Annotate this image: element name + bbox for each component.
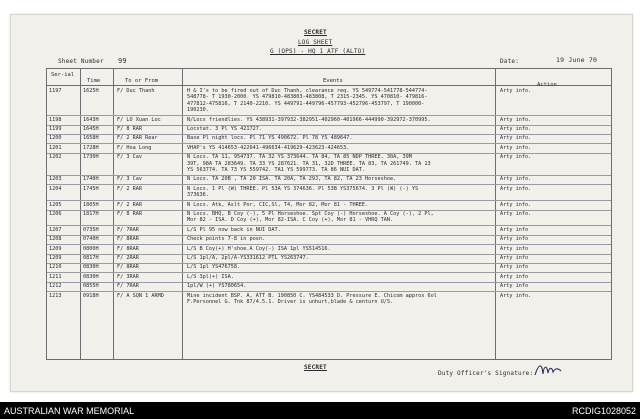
- header-rule: [47, 85, 611, 86]
- reference-number: RCDIG1028052: [571, 406, 636, 416]
- col-divider: [80, 69, 81, 359]
- entry-time: 1805H: [83, 201, 99, 208]
- date-value: 19 June 70: [556, 56, 598, 64]
- entry-to-from: F/ 2 RAR Rear: [117, 135, 158, 142]
- entry-time: 0830H: [83, 264, 99, 271]
- entry-to-from: F/ 8RAR: [117, 264, 139, 271]
- entry-serial: 1204: [49, 185, 62, 192]
- event-text-line: L/S Pl 95 now back in NUI DAT.: [187, 226, 281, 233]
- entry-events: [187, 145, 493, 151]
- sheet-number-label: Sheet Number: [58, 58, 104, 65]
- entry-action: Arty info.: [500, 176, 532, 183]
- col-divider: [182, 69, 183, 359]
- entry-to-from: F/ 2 RAR: [117, 201, 142, 208]
- event-text-line: Mor 82 - ISA. D Coy (+), Mor 82-ISA. C Coy (+), Mor 81 - VHRQ TAN.: [187, 217, 394, 224]
- col-divider: [113, 69, 114, 359]
- entry-action: Arty info.: [500, 211, 532, 217]
- entry-events: [187, 246, 493, 252]
- entry-to-from: F/ 3RAR: [117, 273, 139, 280]
- event-text-line: Base Pl night locs. Pl 71 YS 490672. Pl 78 YS 489647.: [187, 135, 353, 142]
- event-text-line: 477812-475816, T 2140-2210. YS 449791-449796-457793-452796-453797, T 190000-: [187, 100, 425, 107]
- entry-serial: 1207: [49, 226, 62, 233]
- entry-serial: 1209: [49, 255, 62, 261]
- entry-events: [187, 227, 493, 233]
- entry-serial: 1211: [49, 273, 62, 280]
- entry-to-from: F/ 7RAR: [117, 283, 139, 290]
- entry-to-from: F/ 7RAR: [117, 226, 139, 233]
- entry-to-from: F/ LO Xuan Loc: [117, 116, 161, 123]
- entry-events: [187, 176, 493, 182]
- archive-footer-bar: [0, 402, 640, 419]
- entry-serial: 1197: [49, 88, 62, 94]
- entry-to-from: F/ 3 Cav: [117, 154, 142, 161]
- event-text-line: Locstat. 3 Pl YS 421727.: [187, 126, 262, 132]
- sheet-number-value: 99: [118, 57, 127, 65]
- entry-events: [187, 264, 493, 270]
- entry-to-from: F/ 2RAR: [117, 255, 139, 261]
- entry-events: [187, 186, 493, 199]
- event-text-line: N Locs. TA 20B , TA 20 ISA. TA 20A, TA 29J, TA 82, TA 23 Horseshoe.: [187, 176, 397, 183]
- entry-events: [187, 117, 493, 123]
- event-text-line: L/S 1pl/A, 2pl/A-YS331612 PTL YS263747.: [187, 255, 309, 261]
- entry-time: 1658H: [83, 135, 99, 142]
- entry-to-from: F/ Hoa Long: [117, 144, 152, 151]
- entry-action: Arty info.: [500, 154, 532, 161]
- entry-time: 0918H: [83, 292, 99, 299]
- event-text-line: L/S 3pl(+) ISA.: [187, 273, 234, 280]
- event-text-line: 373636.: [187, 192, 209, 199]
- entry-time: 1817H: [83, 211, 99, 217]
- entry-serial: 1202: [49, 154, 62, 161]
- entry-serial: 1205: [49, 201, 62, 208]
- event-text-line: Check points 7-8 in posn.: [187, 236, 266, 243]
- log-title: LOG SHEET: [298, 39, 333, 46]
- col-header-time: Time: [87, 78, 101, 84]
- entry-serial: 1208: [49, 236, 62, 243]
- event-text-line: N Locs. BHQ, B Coy (-), 5 Pl Horseshoe. Spt Coy (-) Horseshoe. A Coy (-), 2 Pl,: [187, 211, 434, 217]
- col-header-serial: Ser-ial: [51, 72, 75, 78]
- entry-events: [187, 274, 493, 280]
- entry-time: 0800H: [83, 245, 99, 252]
- entry-time: 0735H: [83, 226, 99, 233]
- classification-bottom: SECRET: [304, 364, 327, 371]
- entry-time: 1728H: [83, 144, 99, 151]
- entry-time: 0740H: [83, 236, 99, 243]
- entry-events: [187, 283, 493, 289]
- event-text-line: YS 563774. TA 73 YS 559742. TA1 YS 599773. TA 86 NUI DAT.: [187, 167, 366, 173]
- event-text-line: 39T, 98A TA 283649. TA 33 YS 287621. TA 31, 32D THREE. TA 83, TA 261749. TA 13: [187, 160, 431, 167]
- entry-serial: 1213: [49, 292, 62, 299]
- entry-action: Arty info.: [500, 88, 532, 94]
- entry-time: 1730H: [83, 154, 99, 161]
- entry-action: Arty info: [500, 264, 529, 271]
- entry-to-from: F/ A SQN 1 ARMD: [117, 292, 164, 299]
- event-text-line: L/S 1pl YS476758.: [187, 264, 241, 271]
- entry-action: Arty info: [500, 236, 529, 243]
- entry-to-from: F/ 2 RAR: [117, 185, 142, 192]
- event-text-line: N Locs. TA 11, 954737. TA 32 YS 373644. TA 84, TA 85 NDP THREE. 30A, 39M: [187, 154, 412, 161]
- entry-time: 0817H: [83, 255, 99, 261]
- entry-serial: 1199: [49, 126, 62, 132]
- entry-action: Arty info.: [500, 201, 532, 208]
- entry-action: Arty info: [500, 273, 529, 280]
- entry-events: [187, 202, 493, 208]
- col-divider: [495, 69, 496, 359]
- entry-action: Arty info: [500, 245, 529, 252]
- entry-events: [187, 293, 493, 306]
- event-text-line: VHAP's YS 414653-422641-496634-419629-423623-424653.: [187, 144, 350, 151]
- entry-time: 0855H: [83, 283, 99, 290]
- duty-officer-label: Duty Officer's Signature:: [438, 370, 534, 377]
- entry-serial: 1206: [49, 211, 62, 217]
- entry-to-from: F/ 8RAR: [117, 236, 139, 243]
- event-text-line: 1pl/W (+) YS780654.: [187, 283, 247, 290]
- event-text-line: N Locs. Atk, Aslt Pnr, CIC,Sl, T4, Mor 82, Mor 81 - THREE.: [187, 201, 369, 208]
- entry-events: [187, 236, 493, 242]
- entry-action: Arty info.: [500, 126, 532, 132]
- event-text-line: H & I's to be fired out of Duc Thanh, clearance req. YS 549774-541778-544774-: [187, 88, 428, 94]
- entry-serial: 1212: [49, 283, 62, 290]
- col-header-events: Events: [323, 78, 343, 84]
- entry-action: Arty info: [500, 226, 529, 233]
- entry-serial: 1210: [49, 264, 62, 271]
- event-text-line: F.Personnel G. Tnk 87/4.5.1. Driver is unhurt,blade & centurn U/S.: [187, 299, 394, 305]
- classification-top: SECRET: [304, 29, 327, 36]
- entry-serial: 1203: [49, 176, 62, 183]
- entry-serial: 1200: [49, 135, 62, 142]
- event-text-line: Mine incident BSP. A, ATT B. 190850 C. YS484533 D. Pressure E. Chicom approx 6ol: [187, 292, 437, 299]
- event-text-line: 190230.: [187, 107, 209, 114]
- entry-events: [187, 255, 493, 261]
- entry-action: Arty info.: [500, 185, 532, 192]
- unit-heading: G (OPS) - HQ 1 ATF (ALTO): [270, 48, 366, 55]
- entry-to-from: F/ 3 Cav: [117, 176, 142, 183]
- institution-label: AUSTRALIAN WAR MEMORIAL: [4, 406, 135, 416]
- duty-officer-signature: [533, 361, 563, 379]
- entry-action: Arty info.: [500, 292, 532, 299]
- event-text-line: L/S B Coy(+) H'shoe.A Coy(-) ISA 1pl YS514516.: [187, 245, 331, 252]
- entry-action: Arty info: [500, 255, 529, 261]
- entry-time: 0830H: [83, 273, 99, 280]
- entry-to-from: F/ 8 RAR: [117, 211, 142, 217]
- entry-time: 1745H: [83, 185, 99, 192]
- entry-events: [187, 211, 493, 224]
- entry-events: [187, 154, 493, 173]
- event-text-line: N Locs. 1 Pl (W) THREE. Pl 53A YS 374636. Pl 53B YS375674. 3 Pl (W) (-) YS: [187, 185, 419, 192]
- entry-events: [187, 126, 493, 132]
- entry-time: 1625H: [83, 88, 99, 94]
- entry-time: 1645H: [83, 126, 99, 132]
- event-text-line: 548778- T 1930-2000. YS 479810-483803-483808, T 2315-2345. YS 470810- 479816-: [187, 94, 428, 101]
- entry-action: Arty info.: [500, 116, 532, 123]
- log-table: [46, 68, 612, 360]
- col-header-to-from: To or From: [125, 78, 159, 84]
- entry-serial: 1209: [49, 245, 62, 252]
- entry-action: Arty info: [500, 283, 529, 290]
- event-text-line: N/Locs friendlies. YS 438931-397932-382951-402960-401966-444990-392972-370995.: [187, 116, 431, 123]
- entry-action: Arty info.: [500, 144, 532, 151]
- entry-events: [187, 88, 493, 114]
- entry-action: Arty info.: [500, 135, 532, 142]
- date-label: Date:: [500, 58, 520, 65]
- entry-serial: 1198: [49, 116, 62, 123]
- entry-to-from: F/ 8 RAR: [117, 126, 142, 132]
- entry-time: 1740H: [83, 176, 99, 183]
- entry-time: 1643H: [83, 116, 99, 123]
- entry-serial: 1201: [49, 144, 62, 151]
- entry-to-from: F/ 8RAR: [117, 245, 139, 252]
- col-header-action: Action: [537, 82, 557, 88]
- entry-events: [187, 135, 493, 141]
- entry-to-from: F/ Duc Thanh: [117, 88, 155, 94]
